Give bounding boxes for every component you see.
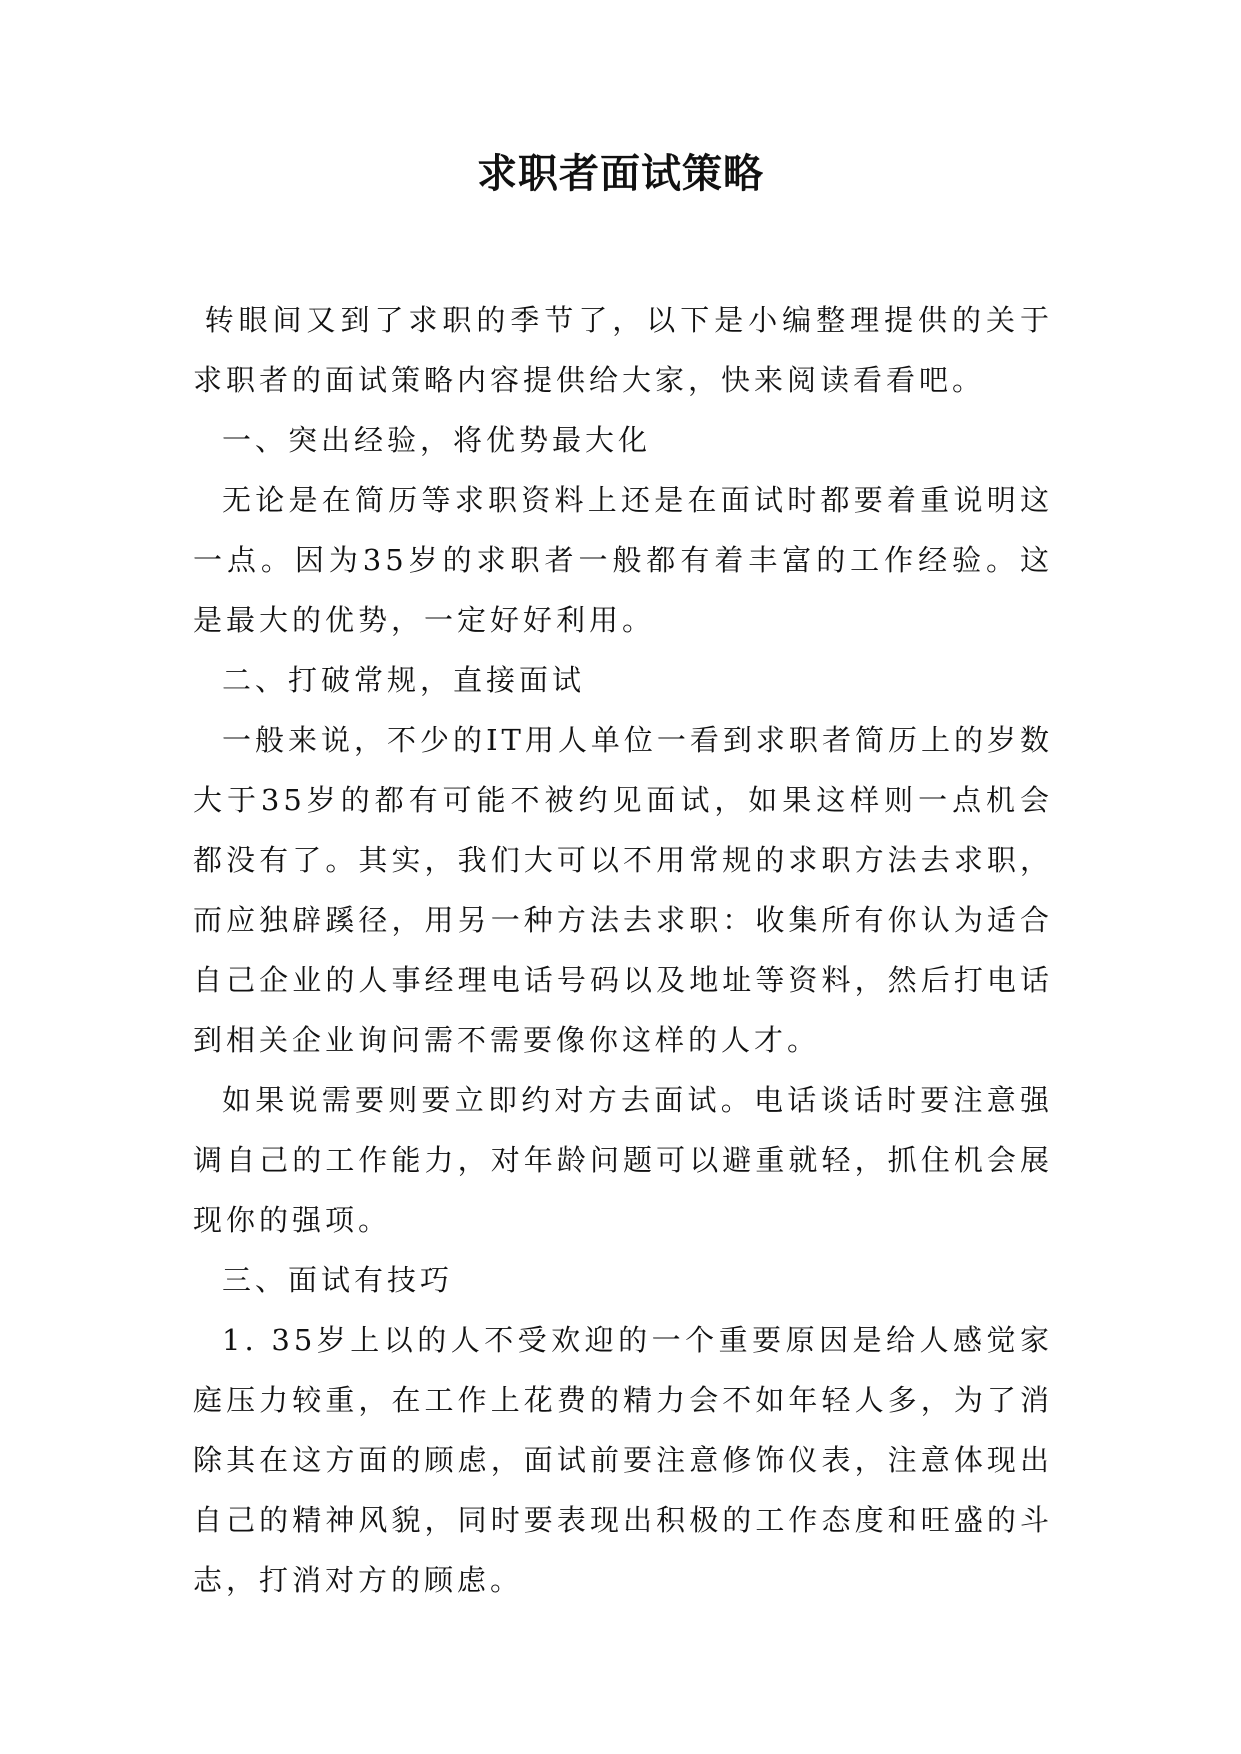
section-heading-1: 一、突出经验，将优势最大化: [222, 423, 652, 457]
section-1-paragraph: 无论是在简历等求职资料上还是在面试时都要着重说明这一点。因为35岁的求职者一般都有着丰富的工作经验。这是最大的优势，一定好好利用。: [193, 483, 1053, 637]
section-2-paragraph-2: 如果说需要则要立即约对方去面试。电话谈话时要注意强调自己的工作能力，对年龄问题可以避重就轻，抓住机会展现你的强项。: [193, 1083, 1053, 1237]
section-2-paragraph-1: 一般来说，不少的IT用人单位一看到求职者简历上的岁数大于35岁的都有可能不被约见面试，如果这样则一点机会都没有了。其实，我们大可以不用常规的求职方法去求职，而应独辟蹊径，用另一种方法去求职：收集所有你认为适合自己企业的人事经理电话号码以及地址等资料，然后打电话到相关企业询问需不需要像你这样的人才。: [193, 723, 1053, 1057]
document-body: [193, 290, 1053, 1610]
intro-paragraph: 转眼间又到了求职的季节了，以下是小编整理提供的关于求职者的面试策略内容提供给大家，快来阅读看看吧。: [193, 303, 1053, 397]
section-3-paragraph-1: 1. 35岁上以的人不受欢迎的一个重要原因是给人感觉家庭压力较重，在工作上花费的精力会不如年轻人多，为了消除其在这方面的顾虑，面试前要注意修饰仪表，注意体现出自己的精神风貌，同时要表现出积极的工作态度和旺盛的斗志，打消对方的顾虑。: [193, 1323, 1053, 1597]
section-heading-3: 三、面试有技巧: [222, 1263, 454, 1297]
section-heading-2: 二、打破常规，直接面试: [222, 663, 586, 697]
document-title: 求职者面试策略: [477, 150, 764, 197]
